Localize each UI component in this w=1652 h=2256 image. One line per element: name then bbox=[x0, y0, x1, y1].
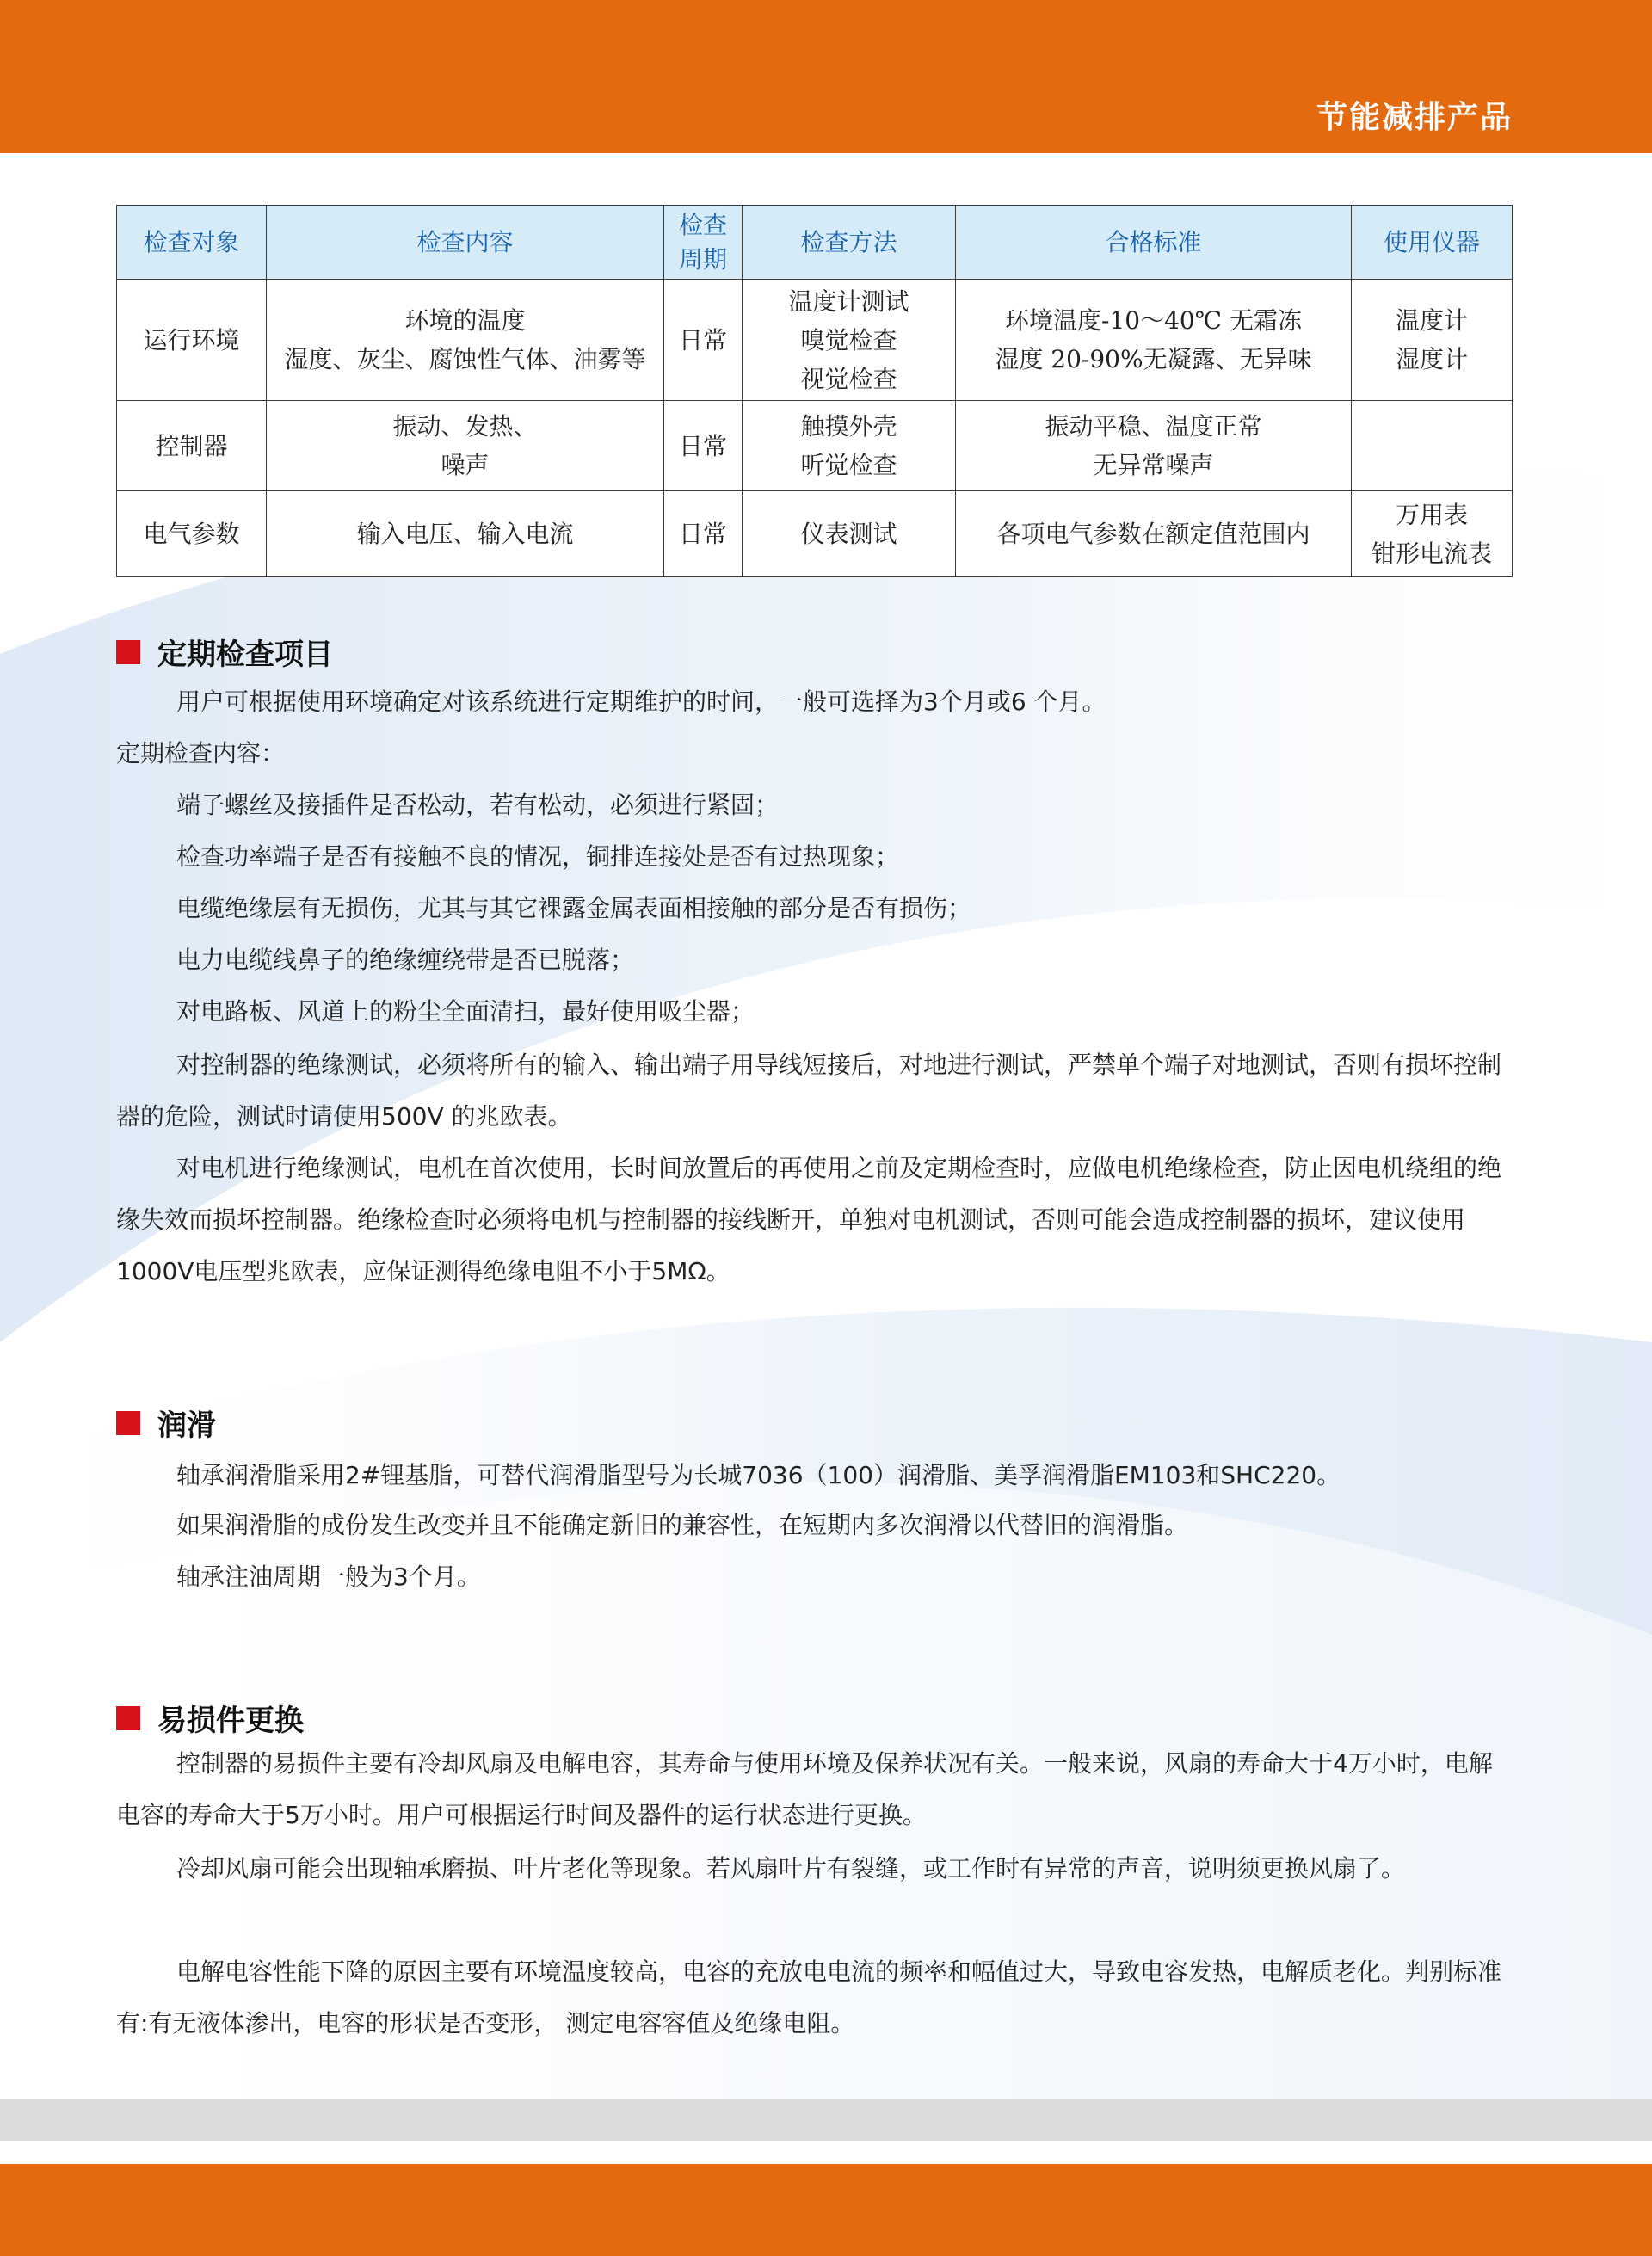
lubrication-line: 如果润滑脂的成份发生改变并且不能确定新旧的兼容性，在短期内多次润滑以代替旧的润滑脂。 bbox=[176, 1511, 1189, 1539]
cell-standard: 各项电气参数在额定值范围内 bbox=[956, 491, 1352, 577]
list-item: 电缆绝缘层有无损伤，尤其与其它裸露金属表面相接触的部分是否有损伤； bbox=[176, 894, 972, 922]
header-method: 检查方法 bbox=[743, 206, 956, 280]
section-heading-wear-parts: 易损件更换 bbox=[116, 1697, 304, 1739]
red-square-icon bbox=[116, 1411, 140, 1435]
header-content: 检查内容 bbox=[267, 206, 664, 280]
cell-method: 仪表测试 bbox=[743, 491, 956, 577]
cell-standard: 振动平稳、温度正常 无异常噪声 bbox=[956, 401, 1352, 491]
periodic-intro: 用户可根据使用环境确定对该系统进行定期维护的时间，一般可选择为3个月或6 个月。 bbox=[176, 687, 1106, 716]
insulation-controller-paragraph: 对控制器的绝缘测试，必须将所有的输入、输出端子用导线短接后，对地进行测试，严禁单个端子对地测试，否则有损坏控制器的危险，测试时请使用500V 的兆欧表。 bbox=[116, 1051, 1502, 1131]
header-instrument: 使用仪器 bbox=[1352, 206, 1513, 280]
table-row bbox=[117, 280, 1513, 401]
periodic-label: 定期检查内容： bbox=[116, 739, 286, 767]
list-item: 对电路板、风道上的粉尘全面清扫，最好使用吸尘器； bbox=[176, 997, 755, 1026]
cell-cycle: 日常 bbox=[664, 401, 743, 491]
cell-instrument: 温度计 湿度计 bbox=[1352, 280, 1513, 401]
cell-object: 电气参数 bbox=[117, 491, 267, 577]
inspection-table bbox=[116, 205, 1513, 577]
red-square-icon bbox=[116, 1706, 140, 1730]
lubrication-line: 轴承注油周期一般为3个月。 bbox=[176, 1563, 481, 1591]
table-header-row bbox=[117, 206, 1513, 280]
cell-standard: 环境温度-10～40℃ 无霜冻 湿度 20-90%无凝露、无异味 bbox=[956, 280, 1352, 401]
cell-content: 振动、发热、 噪声 bbox=[267, 401, 664, 491]
cell-content: 输入电压、输入电流 bbox=[267, 491, 664, 577]
cell-instrument bbox=[1352, 401, 1513, 491]
cell-cycle: 日常 bbox=[664, 280, 743, 401]
red-square-icon bbox=[116, 640, 140, 664]
cell-method: 温度计测试 嗅觉检查 视觉检查 bbox=[743, 280, 956, 401]
wear-parts-paragraph: 冷却风扇可能会出现轴承磨损、叶片老化等现象。若风扇叶片有裂缝，或工作时有异常的声音，说明须更换风扇了。 bbox=[176, 1854, 1406, 1883]
list-item: 电力电缆线鼻子的绝缘缠绕带是否已脱落； bbox=[176, 946, 635, 974]
list-item: 检查功率端子是否有接触不良的情况，铜排连接处是否有过热现象； bbox=[176, 842, 900, 871]
wear-parts-paragraph: 电解电容性能下降的原因主要有环境温度较高，电容的充放电电流的频率和幅值过大，导致电容发热，电解质老化。判别标准有:有无液体渗出，电容的形状是否变形， 测定电容容值及绝缘电阻。 bbox=[116, 1957, 1502, 2037]
section-heading-lubrication: 润滑 bbox=[116, 1402, 216, 1444]
header-standard: 合格标准 bbox=[956, 206, 1352, 280]
header-cycle: 检查 周期 bbox=[664, 206, 743, 280]
insulation-motor-paragraph: 对电机进行绝缘测试，电机在首次使用，长时间放置后的再使用之前及定期检查时，应做电机绝缘检查，防止因电机绕组的绝缘失效而损坏控制器。绝缘检查时必须将电机与控制器的接线断开，单独对电机测试，否则可能会造成控制器的损坏，建议使用1000V电压型兆欧表，应保证测得绝缘电阻不小于5MΩ。 bbox=[116, 1154, 1502, 1285]
table-row bbox=[117, 401, 1513, 491]
lubrication-line: 轴承润滑脂采用2#锂基脂，可替代润滑脂型号为长城7036（100）润滑脂、美孚润滑脂EM103和SHC220。 bbox=[176, 1461, 1341, 1489]
cell-instrument: 万用表 钳形电流表 bbox=[1352, 491, 1513, 577]
cell-cycle: 日常 bbox=[664, 491, 743, 577]
cell-object: 控制器 bbox=[117, 401, 267, 491]
cell-object: 运行环境 bbox=[117, 280, 267, 401]
wear-parts-paragraph: 控制器的易损件主要有冷却风扇及电解电容，其寿命与使用环境及保养状况有关。一般来说，风扇的寿命大于4万小时，电解电容的寿命大于5万小时。用户可根据运行时间及器件的运行状态进行更换。 bbox=[116, 1749, 1493, 1829]
header-object: 检查对象 bbox=[117, 206, 267, 280]
list-item: 端子螺丝及接插件是否松动，若有松动，必须进行紧固； bbox=[176, 791, 780, 819]
table-row bbox=[117, 491, 1513, 577]
section-heading-periodic: 定期检查项目 bbox=[116, 631, 333, 673]
brand-title: 节能减排产品 bbox=[1316, 100, 1513, 135]
cell-content: 环境的温度 湿度、灰尘、腐蚀性气体、油雾等 bbox=[267, 280, 664, 401]
cell-method: 触摸外壳 听觉检查 bbox=[743, 401, 956, 491]
